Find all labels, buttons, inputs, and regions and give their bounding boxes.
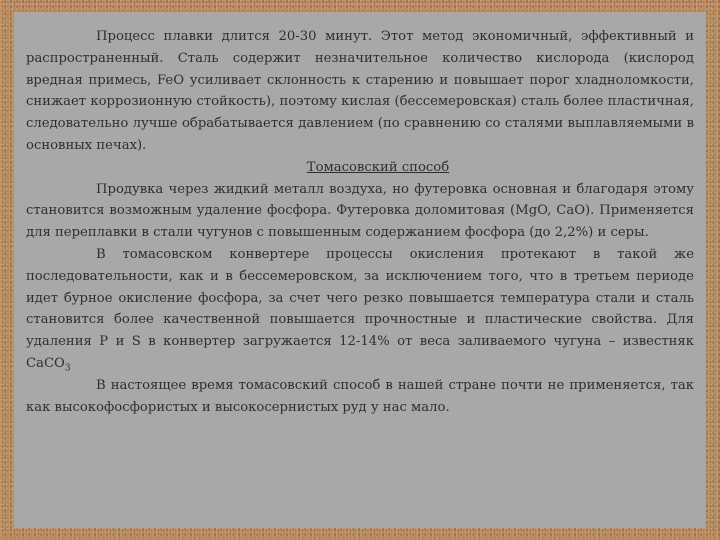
- converter-text: В томасовском конвертере процессы окисления протекают в такой же последовательности, как и в бессемеровском, за исключением того, что в третьем периоде идет бурное окисление фосфора, за счет чего резко повышается температура стали и сталь становится более качественной повышается прочностные и пластические свойства. Для удаления P и S в конвертер загружается 12-14% от веса заливаемого чугуна – известняк CaCO: [26, 246, 694, 371]
- section-heading-thomas-process: Томасовский способ: [306, 159, 450, 175]
- paragraph-melting-process: Процесс плавки длится 20-30 минут. Этот метод экономичный, эффективный и распространенный. Сталь содержит незначительное количество кислорода (кислород вредная примесь, FeO усиливает склонность к старению и повышает порог хладноломкости, снижает коррозионную стойкость), поэтому кислая (бессемеровская) сталь более пластичная, следовательно лучше обрабатывается давлением (по сравнению со сталями выплавляемыми в основных печах).: [26, 29, 694, 153]
- text-body: [26, 26, 694, 418]
- paragraph-thomas-converter: [26, 244, 694, 375]
- paragraph-thomas-blowing: Продувка через жидкий металл воздуха, но футеровка основная и благодаря этому становится возможным удаление фосфора. Футеровка доломитовая (MgO, CaO). Применяется для переплавки в стали чугунов с повышенным содержанием фосфора (до 2,2%) и серы.: [26, 181, 694, 241]
- slide-panel: [14, 12, 706, 528]
- formula-subscript: 3: [64, 363, 71, 374]
- paragraph-current-use: В настоящее время томасовский способ в нашей стране почти не применяется, так как высокофосфористых и высокосернистых руд у нас мало.: [26, 377, 694, 415]
